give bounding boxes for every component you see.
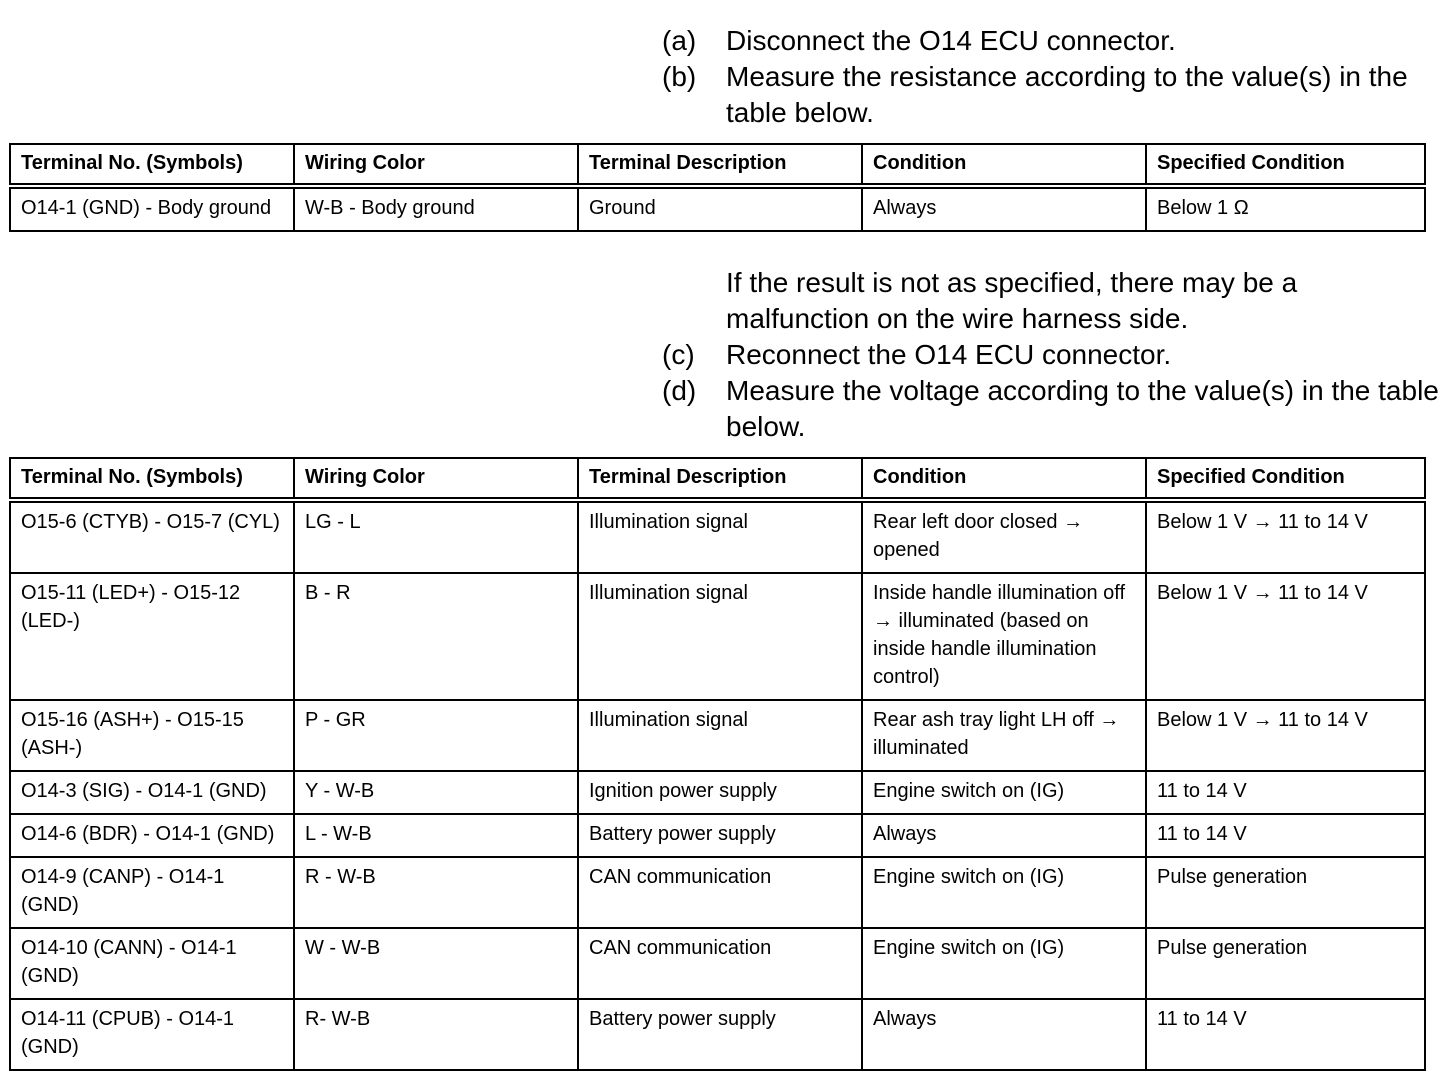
table-header-row: [10, 458, 1425, 500]
table-cell: O15-11 (LED+) - O15-12 (LED-): [10, 573, 294, 700]
table-cell: O15-6 (CTYB) - O15-7 (CYL): [10, 500, 294, 573]
table-cell: Illumination signal: [578, 700, 862, 771]
table-cell: Below 1 V → 11 to 14 V: [1146, 500, 1425, 573]
table-cell: O14-1 (GND) - Body ground: [10, 186, 294, 231]
table-cell: Below 1 Ω: [1146, 186, 1425, 231]
table-cell: R- W-B: [294, 999, 578, 1070]
resistance-table: [9, 143, 1426, 232]
table-cell: Ground: [578, 186, 862, 231]
step-text: Measure the resistance according to the value(s) in the table below.: [726, 61, 1408, 128]
column-header: Terminal Description: [578, 458, 862, 500]
step-d: [662, 373, 1442, 445]
table-cell: Engine switch on (IG): [862, 857, 1146, 928]
table-row: [10, 857, 1425, 928]
step-text: Reconnect the O14 ECU connector.: [726, 339, 1172, 370]
table-cell: L - W-B: [294, 814, 578, 857]
steps-middle: [662, 265, 1442, 445]
step-marker: (b): [662, 61, 697, 92]
table-cell: Below 1 V → 11 to 14 V: [1146, 700, 1425, 771]
table-cell: O14-9 (CANP) - O14-1 (GND): [10, 857, 294, 928]
table-cell: 11 to 14 V: [1146, 771, 1425, 814]
step-c: [662, 337, 1442, 373]
table-cell: R - W-B: [294, 857, 578, 928]
table-cell: Always: [862, 186, 1146, 231]
table-row: [10, 928, 1425, 999]
table-cell: Engine switch on (IG): [862, 928, 1146, 999]
voltage-table: [9, 457, 1426, 1071]
table-cell: B - R: [294, 573, 578, 700]
table-cell: Rear left door closed → opened: [862, 500, 1146, 573]
column-header: Specified Condition: [1146, 144, 1425, 186]
result-note: If the result is not as specified, there may be a malfunction on the wire harness side.: [726, 267, 1298, 334]
column-header: Terminal Description: [578, 144, 862, 186]
table-row: [10, 999, 1425, 1070]
column-header: Condition: [862, 144, 1146, 186]
table-row: [10, 500, 1425, 573]
table-cell: 11 to 14 V: [1146, 814, 1425, 857]
table-cell: Illumination signal: [578, 500, 862, 573]
table-cell: Always: [862, 999, 1146, 1070]
table-cell: W - W-B: [294, 928, 578, 999]
table-cell: Illumination signal: [578, 573, 862, 700]
table-cell: O14-6 (BDR) - O14-1 (GND): [10, 814, 294, 857]
step-marker: (c): [662, 339, 695, 370]
table-row: [10, 573, 1425, 700]
column-header: Condition: [862, 458, 1146, 500]
table-cell: Always: [862, 814, 1146, 857]
table-cell: Ignition power supply: [578, 771, 862, 814]
table-cell: Pulse generation: [1146, 857, 1425, 928]
step-marker: (a): [662, 25, 697, 56]
table-cell: Battery power supply: [578, 999, 862, 1070]
table-cell: O14-3 (SIG) - O14-1 (GND): [10, 771, 294, 814]
table-cell: CAN communication: [578, 928, 862, 999]
column-header: Wiring Color: [294, 458, 578, 500]
table-cell: Inside handle illumination off → illuminated (based on inside handle illumination control): [862, 573, 1146, 700]
step-a: [662, 23, 1442, 59]
steps-top: [662, 23, 1442, 131]
table-cell: CAN communication: [578, 857, 862, 928]
table-row: [10, 700, 1425, 771]
table-cell: Below 1 V → 11 to 14 V: [1146, 573, 1425, 700]
step-b: [662, 59, 1442, 131]
table-cell: Rear ash tray light LH off → illuminated: [862, 700, 1146, 771]
column-header: Terminal No. (Symbols): [10, 458, 294, 500]
table-row: [10, 814, 1425, 857]
table-cell: LG - L: [294, 500, 578, 573]
table-cell: Engine switch on (IG): [862, 771, 1146, 814]
table-cell: P - GR: [294, 700, 578, 771]
table-row: [10, 186, 1425, 231]
table-cell: 11 to 14 V: [1146, 999, 1425, 1070]
step-text: Measure the voltage according to the value(s) in the table below.: [726, 375, 1439, 442]
table-cell: Battery power supply: [578, 814, 862, 857]
column-header: Terminal No. (Symbols): [10, 144, 294, 186]
step-text: Disconnect the O14 ECU connector.: [726, 25, 1176, 56]
column-header: Wiring Color: [294, 144, 578, 186]
table-cell: O14-10 (CANN) - O14-1 (GND): [10, 928, 294, 999]
step-marker: (d): [662, 375, 697, 406]
table-row: [10, 771, 1425, 814]
table-cell: Y - W-B: [294, 771, 578, 814]
table-header-row: [10, 144, 1425, 186]
table-cell: O14-11 (CPUB) - O14-1 (GND): [10, 999, 294, 1070]
table-cell: W-B - Body ground: [294, 186, 578, 231]
table-cell: Pulse generation: [1146, 928, 1425, 999]
table-cell: O15-16 (ASH+) - O15-15 (ASH-): [10, 700, 294, 771]
column-header: Specified Condition: [1146, 458, 1425, 500]
